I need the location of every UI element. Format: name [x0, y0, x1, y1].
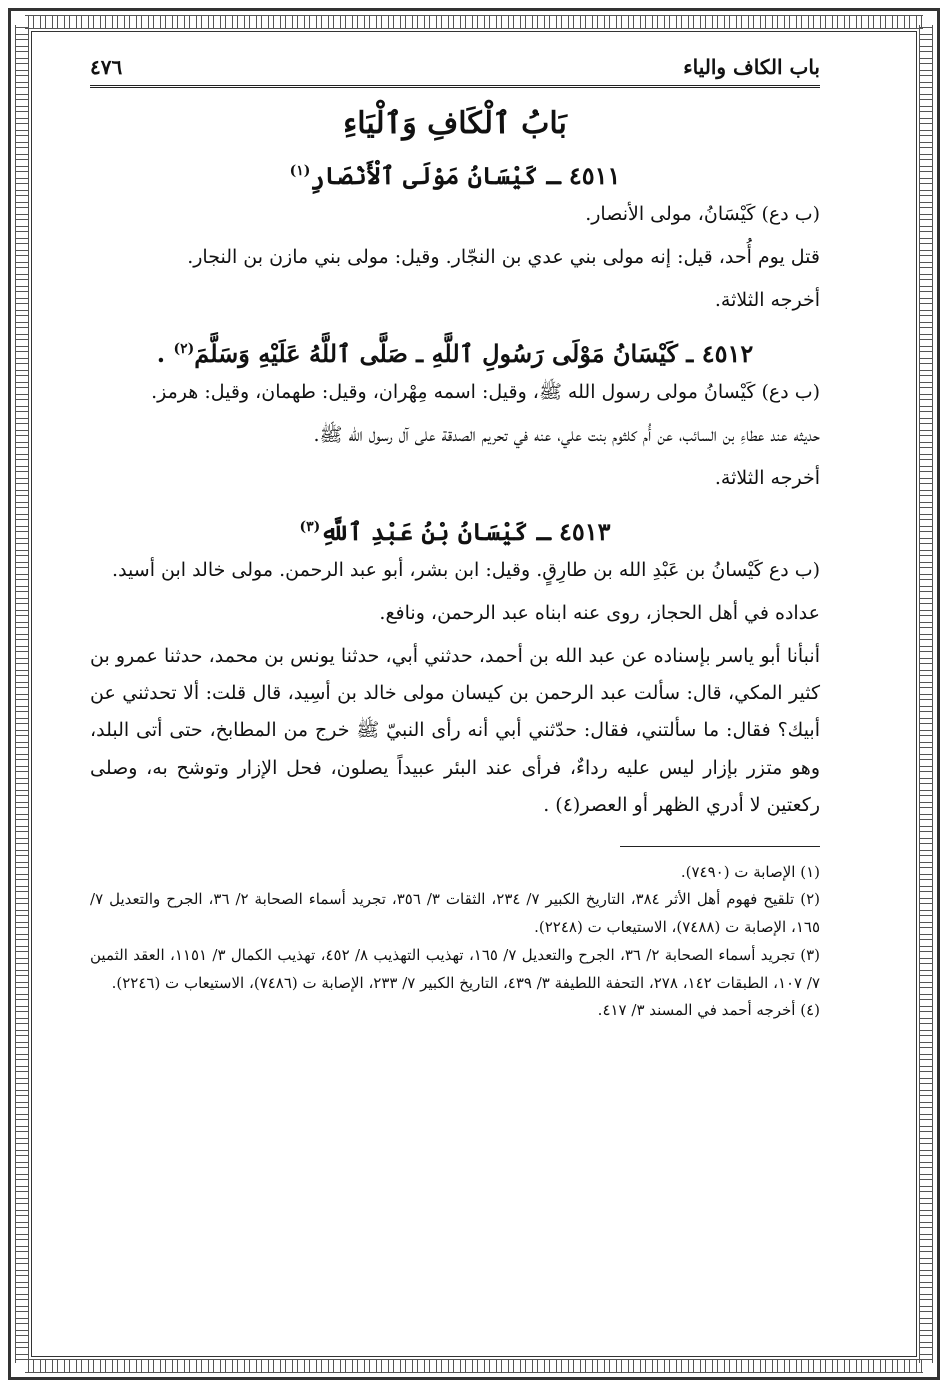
- footnote: (٣) تجريد أسماء الصحابة ٢/ ٣٦، الجرح والتعديل ٧/ ١٦٥، تهذيب التهذيب ٨/ ٤٥٢، تهذيب الكمال ٣/ ١١٥١، العقد الثمين ٧/ ١٠٧، الطبقات ١٤٢، ٢٧٨، التحفة اللطيفة ٣/ ٤٣٩، التاريخ الكبير ٧/ ٢٣٣، الإصابة ت (٧٤٨٦)، الاستيعاب ت (٢٢٤٦).: [90, 945, 821, 992]
- running-header: [90, 55, 820, 88]
- footnote-divider: [620, 846, 820, 847]
- entry-paragraph: أخرجه الثلاثة.: [714, 467, 820, 490]
- entry-heading: [90, 161, 820, 190]
- entry-paragraph: قتل يوم أُحد، قيل: إنه مولى بني عدي بن النجّار. وقيل: مولى بني مازن بن النجار.: [187, 246, 820, 269]
- entry-paragraph: عداده في أهل الحجاز، روى عنه ابناه عبد الرحمن، ونافع.: [379, 602, 820, 625]
- page-number: ٤٧٦: [90, 55, 123, 79]
- footnote-ref: (١): [289, 163, 311, 179]
- entry-heading-text: ٤٥١١ ـ كَيْسَانُ مَوْلَى ٱلْأَنْصَارِ: [310, 161, 621, 190]
- entry-heading: [90, 339, 820, 368]
- entry-paragraph: أخرجه الثلاثة.: [714, 289, 820, 312]
- border-ornament-right: [919, 25, 933, 1363]
- main-title: بَابُ ٱلْكَافِ وَٱلْيَاءِ: [343, 106, 567, 141]
- entry-paragraph: (ب دع كَيْسانُ بن عَبْدِ الله بن طارِقٍ. وقيل: ابن بشر، أبو عبد الرحمن. مولى خالد ابن أسيد.: [112, 559, 820, 582]
- entry-heading-text: ٤٥١٢ ـ كَيْسَانُ مَوْلَى رَسُولِ ٱللَّهِ ـ صَلَّى ٱللَّهُ عَلَيْهِ وَسَلَّمَ: [194, 339, 754, 369]
- entry-heading-end: .: [156, 339, 174, 369]
- border-ornament-left: [15, 25, 29, 1363]
- border-ornament-bottom: [25, 1359, 923, 1373]
- footnote-ref: (٣): [299, 519, 321, 536]
- footnote: (٤) أخرجه أحمد في المسند ٣/ ٤١٧.: [597, 1001, 820, 1020]
- entry-paragraph: حديثه عند عطاءِ بن السائب، عن أُم كلثوم بنت علي، عنه في تحريم الصدقة على آل رسول الله ﷺ.: [313, 424, 820, 447]
- entry-heading-text: ٤٥١٣ ـ كَيْسَانُ بْنُ عَبْدِ ٱللَّهِ: [320, 517, 611, 547]
- entry-paragraph: أنبأنا أبو ياسر بإسناده عن عبد الله بن أحمد، حدثني أبي، حدثنا يونس بن محمد، حدثنا عمرو بن كثير المكي، قال: سألت عبد الرحمن بن كيسان مولى خالد بن أسِيد، قال قلت: ألا تحدثني عن أبيك؟ فقال: ما سألتني، فقال: حدّثني أبي أنه رأى النبيّ ﷺ خرج من المطابخ، حتى أتى البلد، وهو متزر بإزار ليس عليه رداءٌ، فرأى عند البئر عبيداً يصلون، فحل الإزار وتوشح به، وصلى ركعتين لا أدري الظهر أو العصر(٤) .: [90, 645, 820, 816]
- footnote-ref: (٢): [173, 341, 195, 358]
- entry-paragraph: (ب دع) كَيْسَانُ، مولى الأنصار.: [585, 203, 820, 225]
- entry-heading: [90, 517, 820, 546]
- chapter-title: باب الكاف والياء: [683, 55, 820, 79]
- footnote: (١) الإصابة ت (٧٤٩٠).: [680, 862, 820, 881]
- page-content: [90, 55, 820, 1025]
- border-ornament-top: [25, 15, 923, 29]
- entry-paragraph: (ب دع) كَيْسانُ مولى رسول الله ﷺ، وقيل: اسمه مِهْران، وقيل: طهمان، وقيل: هرمز.: [151, 381, 820, 404]
- footnote: (٢) تلقيح فهوم أهل الأثر ٣٨٤، التاريخ الكبير ٧/ ٢٣٤، الثقات ٣/ ٣٥٦، تجريد أسماء الصحابة ٢/ ٣٦، الجرح والتعديل ٧/ ١٦٥، الإصابة ت (٧٤٨٨)، الاستيعاب ت (٢٢٤٨).: [90, 890, 820, 937]
